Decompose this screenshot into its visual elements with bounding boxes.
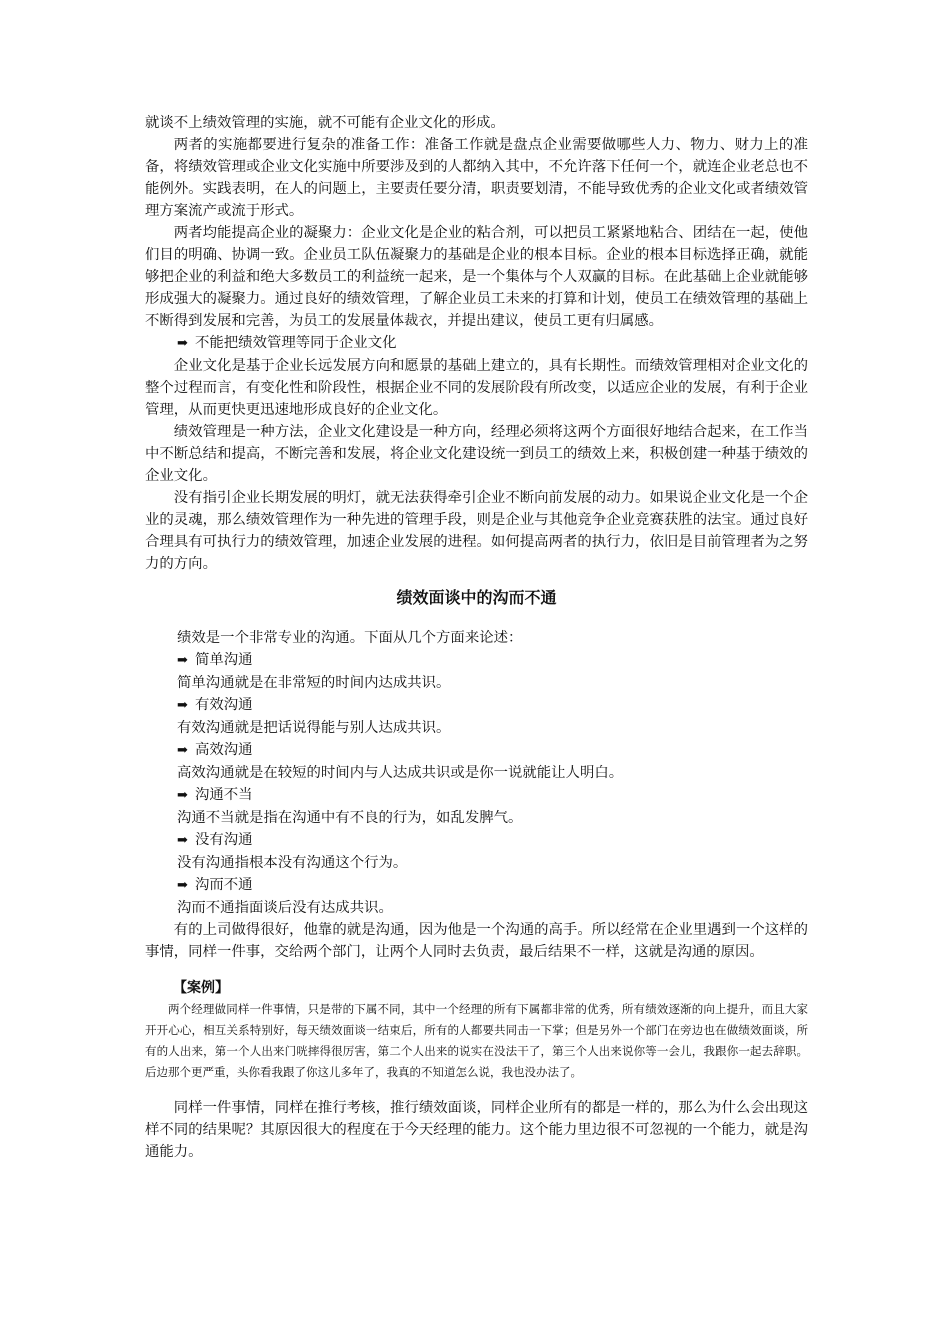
intro-text: 绩效是一个非常专业的沟通。下面从几个方面来论述：	[177, 630, 523, 646]
paragraph-mid-1: 企业文化是基于企业长远发展方向和愿景的基础上建立的，具有长期性。而绩效管理相对企业文化的整个过程而言，有变化性和阶段性，根据企业不同的发展阶段有所改变，以适应企业的发展，有利于企业管理，从而更快更迅速地形成良好的企业文化。	[145, 358, 808, 418]
spacer	[145, 1083, 808, 1097]
arrow-icon: ➡	[177, 833, 188, 848]
document-page	[145, 112, 808, 1163]
paragraph-top-1: 就谈不上绩效管理的实施，就不可能有企业文化的形成。	[145, 115, 505, 131]
paragraph-top-3: 两者均能提高企业的凝聚力：企业文化是企业的粘合剂，可以把员工紧紧地粘合、团结在一起，使他们目的明确、协调一致。企业员工队伍凝聚力的基础是企业的根本目标。企业的根本目标选择正确，就能够把企业的利益和绝大多数员工的利益统一起来，是一个集体与个人双赢的目标。在此基础上企业就能够形成强大的凝聚力。通过良好的绩效管理，了解企业员工未来的打算和计划，使员工在绩效管理的基础上不断得到发展和完善，为员工的发展量体裁衣，并提出建议，使员工更有归属感。	[145, 225, 808, 329]
paragraph-final: 同样一件事情，同样在推行考核，推行绩效面谈，同样企业所有的都是一样的，那么为什么会出现这样不同的结果呢？其原因很大的程度在于今天经理的能力。这个能力里边很不可忽视的一个能力，就是沟通能力。	[145, 1100, 808, 1160]
bullet-heading-text: 不能把绩效管理等同于企业文化	[195, 335, 397, 351]
list-item-text: 高效沟通就是在较短的时间内与人达成共识或是你一说就能让人明白。	[177, 765, 624, 781]
list-item-heading: ➡ 有效沟通	[145, 694, 808, 717]
paragraph-after-items: 有的上司做得很好，他靠的就是沟通，因为他是一个沟通的高手。所以经常在企业里遇到一个这样的事情，同样一件事，交给两个部门，让两个人同时去负责，最后结果不一样，这就是沟通的原因。	[145, 922, 808, 960]
paragraph-mid-2: 绩效管理是一种方法，企业文化建设是一种方向，经理必须将这两个方面很好地结合起来，在工作当中不断总结和提高，不断完善和发展，将企业文化建设统一到员工的绩效上来，积极创建一种基于绩效的企业文化。	[145, 424, 808, 484]
arrow-icon: ➡	[177, 743, 188, 758]
list-item-heading: ➡ 沟通不当	[145, 784, 808, 807]
list-item-text: 沟通不当就是指在沟通中有不良的行为，如乱发脾气。	[177, 810, 523, 826]
arrow-icon: ➡	[177, 698, 188, 713]
arrow-icon: ➡	[177, 336, 188, 351]
list-item-text: 有效沟通就是把话说得能与别人达成共识。	[177, 720, 451, 736]
list-item-heading: ➡ 高效沟通	[145, 739, 808, 762]
section-title: 绩效面谈中的沟而不通	[396, 588, 557, 607]
list-item-text: 沟而不通指面谈后没有达成共识。	[177, 900, 393, 916]
bullet-heading	[145, 332, 808, 355]
arrow-icon: ➡	[177, 788, 188, 803]
paragraph-top-2: 两者的实施都要进行复杂的准备工作：准备工作就是盘点企业需要做哪些人力、物力、财力上的准备，将绩效管理或企业文化实施中所要涉及到的人都纳入其中，不允许落下任何一个，就连企业老总也不能例外。实践表明，在人的问题上，主要责任要分清，职责要划清，不能导致优秀的企业文化或者绩效管理方案流产或流于形式。	[145, 137, 808, 219]
list-item-heading: ➡ 没有沟通	[145, 829, 808, 852]
list-item-text: 没有沟通指根本没有沟通这个行为。	[177, 855, 408, 871]
list-item-heading: ➡ 沟而不通	[145, 874, 808, 897]
list-item-heading: ➡ 简单沟通	[145, 649, 808, 672]
list-item-text: 简单沟通就是在非常短的时间内达成共识。	[177, 675, 451, 691]
paragraph-mid-3: 没有指引企业长期发展的明灯，就无法获得牵引企业不断向前发展的动力。如果说企业文化是一个企业的灵魂，那么绩效管理作为一种先进的管理手段，则是企业与其他竞争企业竞赛获胜的法宝。通过良好合理具有可执行力的绩效管理，加速企业发展的进程。如何提高两者的执行力，依旧是目前管理者为之努力的方向。	[145, 490, 808, 572]
case-text: 两个经理做同样一件事情，只是带的下属不同，其中一个经理的所有下属都非常的优秀，所有绩效逐渐的向上提升，而且大家开开心心，相互关系特别好，每天绩效面谈一结束后，所有的人都要共同击一下掌；但是另外一个部门在旁边也在做绩效面谈，所有的人出来，第一个人出来门咣摔得很厉害，第二个人出来的说实在没法干了，第三个人出来说你等一会儿，我跟你一起去辞职。后边那个更严重，头你看我跟了你这儿多年了，我真的不知道怎么说，我也没办法了。	[145, 1002, 808, 1079]
arrow-icon: ➡	[177, 653, 188, 668]
arrow-icon: ➡	[177, 878, 188, 893]
case-label: 【案例】	[173, 980, 229, 996]
